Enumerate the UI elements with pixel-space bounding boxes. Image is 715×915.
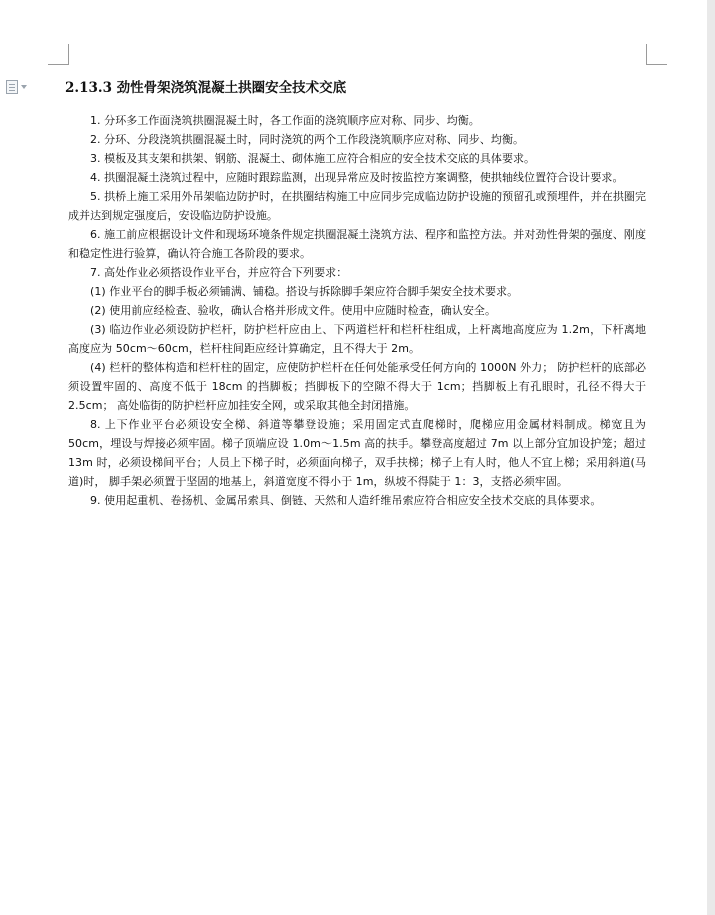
paragraph-7: 7. 高处作业必须搭设作业平台，并应符合下列要求： (90, 266, 348, 279)
chevron-down-icon[interactable] (21, 85, 27, 89)
paragraph-7-4: (4) 栏杆的整体构造和栏杆柱的固定，应使防护栏杆在任何处能承受任何方向的 1000N 外力； 防护栏杆的底部必须设置牢固的、高度不低于 18cm 的挡脚板；挡脚板下的空隙不得大于 1cm；挡脚板上有孔眼时，孔径不得大于 2.5cm； 高处临街的防护栏杆应加挂安全网，或采取其他全封闭措施。 (68, 361, 646, 412)
paragraph-7-2: (2) 使用前应经检查、验收，确认合格并形成文件。使用中应随时检查，确认安全。 (90, 304, 497, 317)
paragraph-3: 3. 模板及其支架和拱架、钢筋、混凝土、砌体施工应符合相应的安全技术交底的具体要求。 (90, 152, 536, 165)
paragraph-2: 2. 分环、分段浇筑拱圈混凝土时，同时浇筑的两个工作段浇筑顺序应对称、同步、均衡。 (90, 133, 525, 146)
paragraph-marker[interactable] (6, 79, 36, 95)
paragraph-9: 9. 使用起重机、卷扬机、金属吊索具、倒链、天然和人造纤维吊索应符合相应安全技术交底的具体要求。 (90, 494, 602, 507)
paragraph-6: 6. 施工前应根据设计文件和现场环境条件规定拱圈混凝土浇筑方法、程序和监控方法。并对劲性骨架的强度、刚度和稳定性进行验算，确认符合施工各阶段的要求。 (68, 228, 646, 260)
crop-mark-top-right (646, 44, 667, 65)
paragraph-1: 1. 分环多工作面浇筑拱圈混凝土时，各工作面的浇筑顺序应对称、同步、均衡。 (90, 114, 480, 127)
window-edge (707, 0, 715, 915)
crop-mark-top-left (48, 44, 69, 65)
paragraph-7-1: (1) 作业平台的脚手板必须铺满、铺稳。搭设与拆除脚手架应符合脚手架安全技术要求。 (90, 285, 519, 298)
paragraph-8: 8. 上下作业平台必须设安全梯、斜道等攀登设施；采用固定式直爬梯时，爬梯应用金属材料制成。梯宽且为 50cm，埋设与焊接必须牢固。梯子顶端应设 1.0m～1.5m 高的扶手。攀登高度超过 7m 以上部分宜加设护笼；超过 13m 时，必须设梯间平台；人员上下梯子时，必须面向梯子，双手扶梯；梯子上有人时，他人不宜上梯；采用斜道(马道)时， 脚手架必须置于坚固的地基上，斜道宽度不得小于 1m，纵坡不得陡于 1：3，支搭必须牢固。 (68, 418, 646, 488)
paragraph-4: 4. 拱圈混凝土浇筑过程中，应随时跟踪监测，出现异常应及时按监控方案调整，使拱轴线位置符合设计要求。 (90, 171, 624, 184)
document-body (65, 76, 646, 510)
document-icon (6, 80, 18, 94)
section-heading: 2.13.3 劲性骨架浇筑混凝土拱圈安全技术交底 (65, 80, 347, 96)
paragraph-5: 5. 拱桥上施工采用外吊架临边防护时，在拱圈结构施工中应同步完成临边防护设施的预留孔或预埋件，并在拱圈完成并达到规定强度后，安设临边防护设施。 (68, 190, 646, 222)
paragraph-7-3: (3) 临边作业必须设防护栏杆，防护栏杆应由上、下两道栏杆和栏杆柱组成，上杆离地高度应为 1.2m，下杆离地高度应为 50cm～60cm，栏杆柱间距应经计算确定，且不得大于 2m。 (68, 323, 646, 355)
